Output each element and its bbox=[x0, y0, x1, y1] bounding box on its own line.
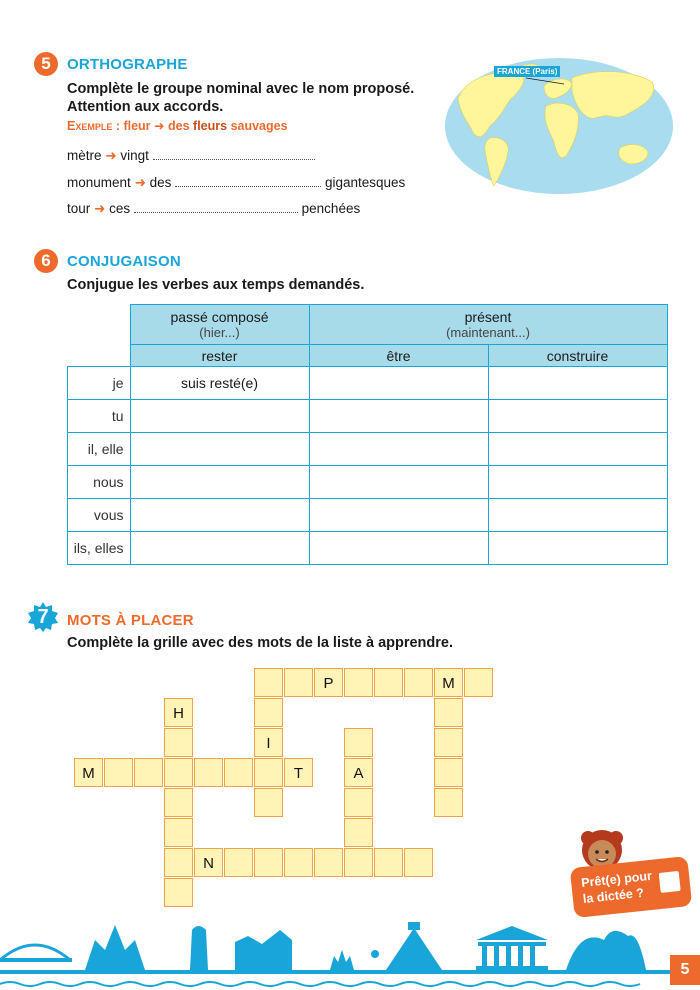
exercise-line-2 bbox=[67, 175, 405, 191]
tense-header-2 bbox=[309, 305, 667, 345]
section-7-number: 7 bbox=[37, 606, 49, 628]
exercise-before: vingt bbox=[120, 148, 149, 163]
answer-cell[interactable] bbox=[309, 532, 488, 565]
sticker-line1: Prêt(e) pour bbox=[580, 868, 653, 891]
crossword-cell[interactable]: I bbox=[254, 728, 283, 757]
exercise-word: tour bbox=[67, 201, 91, 216]
exercise-before: ces bbox=[109, 201, 131, 216]
answer-cell[interactable] bbox=[130, 532, 309, 565]
crossword-cell[interactable] bbox=[344, 848, 373, 877]
section-6-title: CONJUGAISON bbox=[67, 253, 181, 270]
crossword-cell[interactable] bbox=[164, 818, 193, 847]
page-number: 5 bbox=[670, 955, 700, 985]
crossword-cell[interactable] bbox=[224, 758, 253, 787]
exercise-word: mètre bbox=[67, 148, 102, 163]
example-answer: fleurs bbox=[193, 119, 228, 133]
arrow-icon: ➜ bbox=[94, 201, 106, 216]
pronoun-cell: je bbox=[68, 367, 131, 400]
pronoun-cell: il, elle bbox=[68, 433, 131, 466]
crossword-cell[interactable] bbox=[344, 728, 373, 757]
answer-cell[interactable]: suis resté(e) bbox=[130, 367, 309, 400]
crossword-cell[interactable] bbox=[254, 848, 283, 877]
crossword-cell[interactable]: M bbox=[74, 758, 103, 787]
crossword-cell[interactable] bbox=[104, 758, 133, 787]
empty-corner bbox=[68, 305, 131, 345]
crossword-cell[interactable] bbox=[404, 848, 433, 877]
crossword-cell[interactable] bbox=[164, 728, 193, 757]
answer-cell[interactable] bbox=[488, 466, 667, 499]
crossword-cell[interactable] bbox=[434, 728, 463, 757]
crossword-cell[interactable] bbox=[284, 668, 313, 697]
table-row bbox=[68, 499, 668, 532]
tense-1-label: passé composé bbox=[170, 309, 269, 325]
crossword-cell[interactable]: M bbox=[434, 668, 463, 697]
crossword-cell[interactable] bbox=[344, 818, 373, 847]
section-7-instruction: Complète la grille avec des mots de la liste à apprendre. bbox=[67, 635, 454, 651]
section-5-instruction-line1: Complète le groupe nominal avec le nom proposé. bbox=[67, 81, 415, 97]
crossword-cell[interactable] bbox=[314, 848, 343, 877]
arrow-icon: ➜ bbox=[134, 175, 146, 190]
exercise-after: gigantesques bbox=[324, 175, 406, 190]
answer-cell[interactable] bbox=[309, 400, 488, 433]
verb-header: rester bbox=[130, 345, 309, 367]
answer-cell[interactable] bbox=[309, 367, 488, 400]
answer-cell[interactable] bbox=[488, 499, 667, 532]
exercise-word: monument bbox=[67, 175, 131, 190]
crossword-cell[interactable] bbox=[284, 848, 313, 877]
crossword-cell[interactable] bbox=[434, 758, 463, 787]
dictation-checkbox[interactable] bbox=[659, 871, 681, 893]
section-5-title: ORTHOGRAPHE bbox=[67, 56, 188, 73]
tense-1-sub: (hier...) bbox=[199, 325, 240, 340]
verb-header: être bbox=[309, 345, 488, 367]
world-map bbox=[444, 56, 674, 196]
answer-blank[interactable] bbox=[153, 148, 315, 160]
example-post: sauvages bbox=[230, 119, 288, 133]
exercise-line-3 bbox=[67, 201, 360, 217]
conjugation-table bbox=[67, 304, 668, 565]
crossword-cell[interactable] bbox=[464, 668, 493, 697]
table-row bbox=[68, 400, 668, 433]
example-arrow-icon: ➜ bbox=[154, 119, 165, 133]
answer-cell[interactable] bbox=[130, 499, 309, 532]
crossword-cell[interactable]: T bbox=[284, 758, 313, 787]
example-pre: des bbox=[168, 119, 190, 133]
answer-cell[interactable] bbox=[130, 433, 309, 466]
crossword-cell[interactable] bbox=[254, 788, 283, 817]
answer-cell[interactable] bbox=[309, 433, 488, 466]
answer-cell[interactable] bbox=[309, 466, 488, 499]
answer-blank[interactable] bbox=[134, 201, 298, 213]
section-6-instruction: Conjugue les verbes aux temps demandés. bbox=[67, 277, 365, 293]
pronoun-cell: tu bbox=[68, 400, 131, 433]
crossword-cell[interactable] bbox=[434, 788, 463, 817]
crossword-cell[interactable] bbox=[164, 758, 193, 787]
crossword-cell[interactable] bbox=[164, 788, 193, 817]
map-label: FRANCE (Paris) bbox=[494, 66, 560, 77]
arrow-icon: ➜ bbox=[105, 148, 117, 163]
exercise-after: penchées bbox=[301, 201, 361, 216]
exercise-before: des bbox=[149, 175, 172, 190]
pronoun-cell: nous bbox=[68, 466, 131, 499]
sticker-line2: la dictée ? bbox=[582, 885, 645, 907]
crossword-cell[interactable] bbox=[434, 698, 463, 727]
example-separator: : bbox=[112, 119, 124, 133]
crossword-cell[interactable] bbox=[374, 848, 403, 877]
exercise-line-1 bbox=[67, 148, 315, 164]
answer-cell[interactable] bbox=[488, 433, 667, 466]
crossword-cell[interactable] bbox=[134, 758, 163, 787]
answer-cell[interactable] bbox=[130, 400, 309, 433]
crossword-cell[interactable]: H bbox=[164, 698, 193, 727]
crossword-cell[interactable] bbox=[254, 758, 283, 787]
example-label: Exemple bbox=[67, 119, 113, 133]
section-5-instruction-line2: Attention aux accords. bbox=[67, 99, 224, 115]
section-6-badge: 6 bbox=[34, 249, 58, 273]
tense-2-sub: (maintenant...) bbox=[446, 325, 530, 340]
answer-cell[interactable] bbox=[309, 499, 488, 532]
example-word: fleur bbox=[123, 119, 151, 133]
answer-cell[interactable] bbox=[488, 400, 667, 433]
crossword-cell[interactable] bbox=[194, 758, 223, 787]
answer-blank[interactable] bbox=[175, 175, 321, 187]
verb-header: construire bbox=[488, 345, 667, 367]
table-row bbox=[68, 433, 668, 466]
section-7-title: MOTS À PLACER bbox=[67, 612, 194, 629]
monuments-skyline bbox=[0, 900, 700, 990]
pronoun-cell: ils, elles bbox=[68, 532, 131, 565]
pronoun-cell: vous bbox=[68, 499, 131, 532]
crossword-cell[interactable] bbox=[254, 668, 283, 697]
crossword-cell[interactable] bbox=[344, 668, 373, 697]
crossword-cell[interactable] bbox=[374, 668, 403, 697]
table-row bbox=[68, 466, 668, 499]
section-5-instruction bbox=[67, 80, 414, 116]
section-5-badge: 5 bbox=[34, 52, 58, 76]
tense-header-1 bbox=[130, 305, 309, 345]
crossword-cell[interactable] bbox=[224, 848, 253, 877]
crossword-cell[interactable]: N bbox=[194, 848, 223, 877]
answer-cell[interactable] bbox=[488, 532, 667, 565]
answer-cell[interactable] bbox=[488, 367, 667, 400]
crossword-cell[interactable]: P bbox=[314, 668, 343, 697]
table-row bbox=[68, 367, 668, 400]
crossword-cell[interactable] bbox=[254, 698, 283, 727]
table-row bbox=[68, 532, 668, 565]
section-7-badge bbox=[28, 602, 58, 632]
crossword-cell[interactable] bbox=[404, 668, 433, 697]
tense-2-label: présent bbox=[464, 309, 512, 325]
empty-corner bbox=[68, 345, 131, 367]
crossword-cell[interactable]: A bbox=[344, 758, 373, 787]
crossword-cell[interactable] bbox=[164, 848, 193, 877]
answer-cell[interactable] bbox=[130, 466, 309, 499]
section-5-example bbox=[67, 118, 288, 133]
crossword-cell[interactable] bbox=[344, 788, 373, 817]
